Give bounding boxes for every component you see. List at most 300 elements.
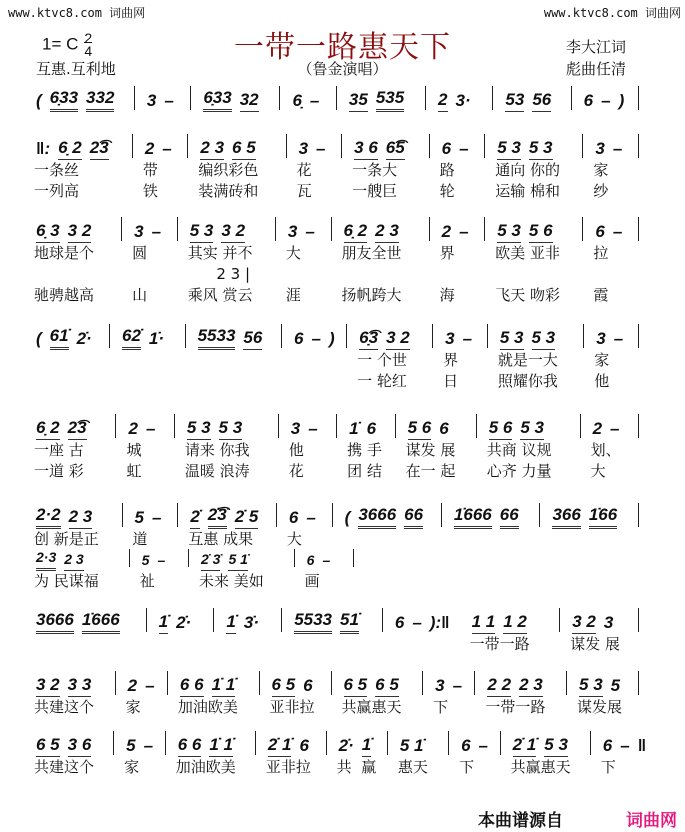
notes (266, 671, 325, 697)
lyric-line: 画 (304, 572, 320, 590)
measure (120, 731, 159, 778)
measure (30, 671, 109, 718)
note-group: 2 (144, 139, 155, 158)
measure (491, 134, 576, 202)
note-group: – (459, 139, 469, 158)
lyric-line: 请来 你我 (184, 441, 250, 459)
note-group: 6̣ (292, 91, 302, 110)
measure (283, 503, 326, 550)
note-group: 366 (552, 505, 580, 529)
measure (589, 217, 632, 306)
note-group: 2̇· (76, 329, 92, 348)
measure (566, 608, 632, 655)
measure (455, 731, 494, 778)
note-group: 53 (505, 90, 524, 112)
lyric-line: 一 个世 (357, 351, 407, 369)
bar-line (422, 671, 423, 695)
note-group: – (145, 676, 155, 695)
notes (139, 134, 182, 160)
notes (455, 731, 494, 757)
watermark-right: www.ktvc8.com 词曲网 (543, 6, 681, 20)
lyric-line: 拉 (593, 244, 609, 262)
notes (30, 414, 109, 440)
note-group: 1̇· (148, 329, 165, 348)
bar-line (185, 324, 186, 348)
lyric-line: 带 (142, 161, 158, 179)
lyric-line: 一 轮红 (357, 372, 407, 390)
measure (338, 671, 417, 718)
note-group: 3 2 (221, 221, 245, 243)
lyric-line: 未来 美如 (199, 572, 264, 590)
measure (507, 731, 584, 778)
note-group: 6 5 (36, 735, 60, 757)
note-group: ( (36, 91, 42, 110)
notes (174, 671, 253, 697)
measure (116, 324, 179, 350)
key: 1= C (42, 34, 79, 54)
note-group: 1̇666 (82, 610, 120, 634)
lyric-line: 家 (124, 758, 140, 776)
notes (136, 549, 182, 571)
bar-line (387, 731, 388, 755)
bar-line (279, 86, 280, 110)
note-group: 5 1̇ (228, 549, 247, 571)
note-group: 2 2 (487, 675, 511, 697)
note-group: 6 (288, 508, 299, 527)
note-group: – (452, 676, 463, 695)
lyric-line: 他 (288, 441, 304, 459)
score-system (30, 503, 645, 550)
note-group: – (462, 329, 473, 348)
score-system (30, 86, 645, 112)
note-group: 5533 (294, 610, 332, 634)
bar-line (353, 549, 354, 567)
measure (122, 671, 161, 718)
note-group: 6 (306, 552, 315, 568)
measure (333, 731, 381, 778)
notes (122, 671, 161, 697)
note-group: 5 3 (497, 221, 521, 243)
lyric-line: 温暖 浪涛 (184, 462, 250, 480)
measure (197, 86, 273, 112)
notes (285, 414, 330, 440)
lyric-line: 界 (443, 351, 459, 369)
lyric-line: 亚非拉 (269, 698, 315, 716)
note-group: – (305, 222, 315, 241)
note-group: 5 (610, 676, 621, 695)
note-group: 61̇ (50, 326, 69, 350)
bar-line (121, 217, 122, 241)
lyric-line: 霞 (593, 286, 609, 304)
lyric-line: 地球是个 (34, 244, 95, 262)
notes (30, 549, 123, 571)
note-group: 6̣ 2 (344, 221, 368, 243)
bar-line (134, 86, 135, 110)
note-group: 6 (303, 676, 313, 695)
measure (499, 86, 564, 112)
measure (353, 324, 426, 392)
lyric-line: 划、 (590, 441, 621, 459)
lyric-line: 大 (286, 530, 302, 548)
notes (30, 671, 109, 697)
bar-line (177, 503, 178, 527)
notes (589, 134, 632, 160)
note-group: 2 3 (519, 675, 543, 697)
bar-line (474, 671, 475, 695)
notes (481, 671, 560, 697)
note-group: 6 (439, 419, 449, 438)
measure (339, 503, 435, 529)
measure (587, 414, 632, 482)
measure (573, 671, 632, 718)
lyric-line: 其实 并不 (187, 244, 253, 262)
lyric-line: 携 手 (347, 441, 382, 459)
bar-line (122, 503, 123, 527)
bar-line (113, 731, 114, 755)
measure (429, 671, 468, 718)
bar-line (487, 324, 488, 348)
bar-line (174, 414, 175, 438)
measure (172, 731, 249, 778)
note-group: 62̇ (122, 326, 141, 350)
lyric-line (338, 264, 423, 285)
lyric-line: 照耀你我 (497, 372, 558, 390)
notes (507, 731, 584, 757)
measure (293, 134, 336, 202)
lyric-line: 亚非拉 (265, 758, 311, 776)
note-group: 5 3 (529, 138, 553, 160)
notes (448, 503, 534, 529)
note-group: 51̇ (340, 610, 359, 634)
bar-line (167, 671, 168, 695)
note-group: – (311, 329, 321, 348)
notes (338, 671, 417, 697)
notes (343, 414, 388, 440)
note-group: 6̣͡3 (359, 328, 378, 350)
score-system (30, 134, 645, 202)
note-group: 6 (441, 139, 452, 158)
note-group: ‖ (637, 736, 647, 755)
time-bottom: 4 (84, 43, 93, 59)
score-system (30, 731, 645, 778)
score-system (30, 608, 645, 655)
measure (439, 324, 481, 392)
lyric-line: 一道 彩 (34, 462, 84, 480)
note-group: 5 3 (190, 221, 214, 243)
lyric-line: 共建这个 (34, 758, 95, 776)
bar-line (638, 217, 639, 241)
bar-line (382, 608, 383, 632)
lyric-line: 谋发展 (577, 698, 623, 716)
notes (432, 86, 486, 112)
note-group: 5 3 (497, 138, 521, 160)
notes (436, 217, 479, 243)
note-group: – (610, 419, 620, 438)
lyric-line: 下 (600, 758, 616, 776)
note-group: 3 6 (354, 138, 378, 160)
lyric-line: 下 (433, 698, 449, 716)
lyric-line: 在一 起 (405, 462, 456, 480)
notes (128, 217, 171, 243)
lyric-line: 一条丝 (34, 161, 80, 179)
bar-line (190, 86, 191, 110)
lyric-line: 轮 (439, 182, 455, 200)
note-group: 2̇ 1̇ (268, 735, 292, 757)
bar-line (331, 671, 332, 695)
note-group: – (620, 736, 630, 755)
bar-line (425, 86, 426, 110)
note-group: 6 (461, 736, 471, 755)
note-group: 6 6 (180, 675, 204, 697)
notes (589, 217, 632, 243)
measure (192, 324, 275, 350)
notes (220, 608, 275, 634)
lyric-line: 创 新是正 (34, 530, 99, 548)
note-group: – (316, 139, 326, 158)
notes (573, 671, 632, 697)
notes (153, 608, 208, 634)
lyric-line: 一列高 (34, 182, 80, 200)
notes (192, 324, 275, 350)
note-group: 6 (299, 736, 309, 755)
time-top: 2 (84, 30, 93, 46)
lyric-line: 海 (439, 286, 455, 304)
notes (429, 671, 468, 697)
measure (30, 217, 115, 306)
measure (589, 134, 632, 202)
lyric-line: 团 结 (347, 462, 382, 480)
note-group: 3 (134, 222, 144, 241)
notes (353, 324, 426, 350)
lyric-line: 通向 你的 (495, 161, 561, 179)
bar-line (259, 671, 260, 695)
notes (587, 414, 632, 440)
note-group: 6̣ 2 (58, 138, 82, 160)
note-group: 2 (592, 419, 603, 438)
note-group: – (143, 736, 154, 755)
note-group: 5 (126, 736, 136, 755)
note-group: 6̣ 3 (36, 221, 60, 243)
note-group: 3 (287, 222, 298, 241)
note-group: 2 3 (375, 221, 399, 243)
measure (266, 671, 325, 718)
note-group: – (157, 552, 166, 568)
notes (491, 134, 576, 160)
note-group: 5 6 (489, 418, 513, 440)
note-group: 2·3 (36, 547, 56, 571)
notes (494, 324, 577, 350)
note-group: 56 (532, 90, 551, 112)
lyric-line: 城 (126, 441, 142, 459)
score-system (30, 217, 645, 306)
lyric-line: 山 (132, 286, 148, 304)
note-group: 2̇· (176, 613, 192, 632)
note-group: 1̇666 (454, 505, 492, 529)
measure (466, 608, 554, 655)
note-group: 66 (404, 505, 423, 529)
note-group: 6͡5 (386, 138, 405, 160)
note-group: – (412, 613, 422, 632)
lyric-line: 一带一路 (469, 635, 530, 653)
measure (394, 731, 442, 778)
notes (301, 549, 347, 571)
bar-line (476, 414, 477, 438)
measure (30, 414, 109, 482)
lyric-line: 纱 (593, 182, 609, 200)
lyric-line (436, 264, 479, 285)
note-group: 2̇ (190, 507, 199, 529)
note-group: ( (344, 508, 351, 527)
measure (128, 217, 171, 306)
bar-line (275, 217, 276, 241)
note-group: 2̇ 3̇ (201, 549, 220, 571)
note-group: 6 5 (344, 675, 368, 697)
note-group: 56 (243, 328, 262, 350)
lyric-line: 谋发 展 (405, 441, 456, 459)
lyric-line: 运输 棉和 (495, 182, 561, 200)
measure (432, 86, 486, 112)
lyric-line: 下 (459, 758, 475, 776)
note-group: 32 (240, 90, 259, 112)
note-group: 1̇66 (589, 505, 617, 529)
singer: （鲁金演唱） (297, 60, 388, 78)
note-group: – (601, 91, 611, 110)
bar-line (341, 134, 342, 158)
lyric-line: 家 (593, 161, 609, 179)
note-group: 3 2 (68, 221, 92, 243)
measure (343, 86, 419, 112)
note-group: 5 3 (544, 735, 568, 757)
bar-line (441, 503, 442, 527)
note-group: 5 (141, 552, 150, 568)
bar-line (109, 324, 110, 348)
lyric-line: 谋发 展 (570, 635, 621, 653)
composer: 彪曲任清 (566, 60, 627, 78)
note-group: – (306, 508, 316, 527)
notes (195, 549, 288, 571)
note-group: 5 3 (520, 418, 544, 440)
note-group: 66 (500, 505, 519, 529)
bar-line (429, 134, 430, 158)
lyric-line: 圆 (132, 244, 148, 262)
measure (491, 217, 576, 306)
notes (466, 608, 554, 634)
note-group: 3 3 (68, 675, 92, 697)
notes (389, 608, 466, 634)
note-group: – (151, 222, 162, 241)
bar-line (255, 731, 256, 755)
measure (578, 86, 632, 112)
bar-line (432, 324, 433, 348)
note-group: 2 3 (69, 507, 93, 529)
notes (491, 217, 576, 243)
note-group: 3 (595, 139, 605, 158)
bar-line (165, 731, 166, 755)
note-group: 6̣33 (50, 88, 78, 112)
note-group: 6 (294, 329, 304, 348)
note-group: 5 6 (408, 418, 432, 440)
lyric-line (282, 264, 325, 285)
measure (286, 86, 329, 112)
notes (590, 324, 632, 350)
measure (136, 549, 182, 592)
measure (30, 503, 116, 550)
score-system (30, 324, 645, 392)
bar-line (346, 324, 347, 348)
note-group: – (612, 139, 623, 158)
notes (30, 608, 140, 634)
note-group: ) (328, 329, 335, 348)
note-group: 6 6 (178, 735, 202, 757)
note-group: 5 3 (500, 328, 524, 350)
note-group: 2 3 (200, 138, 224, 160)
lyric-line: 大 (285, 244, 301, 262)
note-group: 3 2 (572, 612, 596, 634)
note-group: 5 3 (219, 418, 243, 440)
lyric-line: 欧美 亚非 (495, 244, 561, 262)
note-group: 5 1̇ (399, 736, 424, 755)
bar-line (336, 414, 337, 438)
bar-line (582, 134, 583, 158)
score-system (30, 671, 645, 718)
note-group: 2·2 (36, 505, 61, 529)
note-group: 6̣ 2 (36, 418, 60, 440)
notes (30, 503, 116, 529)
notes (172, 731, 249, 757)
note-group: 35 (349, 90, 368, 112)
bar-line (566, 671, 567, 695)
lyric-line: 涯 (285, 286, 301, 304)
lyric-line: 加油欧美 (175, 758, 236, 776)
note-group: 5 3 (532, 328, 556, 350)
notes (439, 324, 481, 350)
bar-line (294, 549, 295, 567)
notes (282, 217, 325, 243)
lyric-line: 就是一大 (497, 351, 558, 369)
note-group: 6 (394, 613, 405, 632)
measure (30, 608, 140, 634)
note-group: ‖: (36, 139, 51, 158)
lyric-line (589, 264, 632, 285)
lyric-line: 一条大 (352, 161, 398, 179)
note-group: 2̇· (338, 736, 354, 755)
note-group: – (309, 91, 320, 110)
bar-line (213, 608, 214, 632)
notes (181, 414, 272, 440)
measure (30, 86, 128, 112)
notes (141, 86, 184, 112)
note-group: 3 (435, 676, 445, 695)
key-signature (42, 32, 92, 58)
bar-line (115, 671, 116, 695)
note-group: – (308, 419, 318, 438)
measure (141, 86, 184, 112)
lyric-line: 铁 (142, 182, 158, 200)
lyric-line: 共赢惠天 (510, 758, 571, 776)
lyric-line: 道 (132, 530, 148, 548)
notes (184, 503, 270, 529)
note-group: 3666 (358, 505, 396, 529)
notes (262, 731, 320, 757)
note-group: ( (36, 329, 42, 348)
lyric-line: 日 (443, 372, 459, 390)
note-group: ) (618, 91, 625, 110)
measure (153, 608, 208, 634)
bar-line (583, 324, 584, 348)
note-group: 6 5 (232, 138, 256, 160)
measure (389, 608, 466, 634)
note-group: 6 (583, 91, 594, 110)
